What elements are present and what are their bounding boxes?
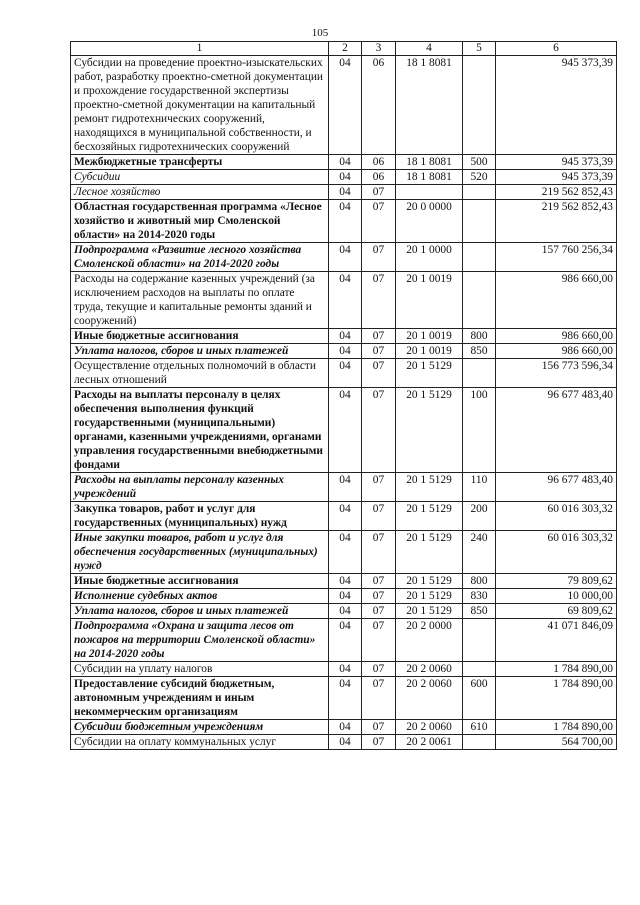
table-row (71, 589, 617, 604)
row-section-code: 04 (329, 200, 362, 243)
row-target-article: 20 1 5129 (396, 388, 463, 473)
row-amount: 60 016 303,32 (496, 531, 617, 574)
row-target-article: 18 1 8081 (396, 170, 463, 185)
row-expense-type: 800 (463, 329, 496, 344)
row-expense-type: 200 (463, 502, 496, 531)
row-amount: 945 373,39 (496, 170, 617, 185)
row-section-code: 04 (329, 473, 362, 502)
row-name: Расходы на выплаты персоналу казенных учреждений (71, 473, 329, 502)
row-expense-type: 610 (463, 720, 496, 735)
column-header-2: 2 (329, 42, 362, 56)
row-section-code: 04 (329, 272, 362, 329)
row-expense-type: 850 (463, 604, 496, 619)
row-section-code: 04 (329, 359, 362, 388)
row-name: Иные бюджетные ассигнования (71, 329, 329, 344)
row-subsection-code: 07 (362, 185, 396, 200)
row-name: Осуществление отдельных полномочий в области лесных отношений (71, 359, 329, 388)
row-subsection-code: 07 (362, 243, 396, 272)
row-target-article: 20 1 5129 (396, 589, 463, 604)
row-subsection-code: 07 (362, 677, 396, 720)
row-target-article: 20 1 5129 (396, 574, 463, 589)
row-amount: 156 773 596,34 (496, 359, 617, 388)
row-target-article: 20 2 0000 (396, 619, 463, 662)
row-amount: 986 660,00 (496, 344, 617, 359)
row-amount: 564 700,00 (496, 735, 617, 750)
row-target-article: 20 1 5129 (396, 604, 463, 619)
row-expense-type: 850 (463, 344, 496, 359)
row-target-article: 20 1 5129 (396, 473, 463, 502)
row-name: Расходы на выплаты персоналу в целях обеспечения выполнения функций государственными (муниципальными) органами, казенными учреждениями, органами управления государственными внебюджетными фондами (71, 388, 329, 473)
row-target-article: 20 2 0061 (396, 735, 463, 750)
row-name: Расходы на содержание казенных учреждений (за исключением расходов на выплаты по оплате труда, текущие и капитальные ремонты зданий и сооружений) (71, 272, 329, 329)
row-name: Подпрограмма «Охрана и защита лесов от пожаров на территории Смоленской области» на 2014-2020 годы (71, 619, 329, 662)
row-amount: 69 809,62 (496, 604, 617, 619)
row-section-code: 04 (329, 589, 362, 604)
table-row (71, 155, 617, 170)
row-expense-type (463, 359, 496, 388)
page-number: 105 (311, 27, 329, 39)
row-target-article: 20 1 0019 (396, 344, 463, 359)
row-expense-type: 110 (463, 473, 496, 502)
row-subsection-code: 07 (362, 589, 396, 604)
row-name: Иные бюджетные ассигнования (71, 574, 329, 589)
row-name: Лесное хозяйство (71, 185, 329, 200)
column-header-6: 6 (496, 42, 617, 56)
row-expense-type (463, 272, 496, 329)
row-target-article: 20 1 5129 (396, 359, 463, 388)
row-name: Субсидии на оплату коммунальных услуг (71, 735, 329, 750)
row-name: Предоставление субсидий бюджетным, автономным учреждениям и иным некоммерческим организациям (71, 677, 329, 720)
row-name: Исполнение судебных актов (71, 589, 329, 604)
row-subsection-code: 07 (362, 574, 396, 589)
row-subsection-code: 07 (362, 531, 396, 574)
row-subsection-code: 07 (362, 344, 396, 359)
table-row (71, 388, 617, 473)
row-section-code: 04 (329, 388, 362, 473)
row-amount: 219 562 852,43 (496, 200, 617, 243)
row-expense-type: 240 (463, 531, 496, 574)
row-amount: 157 760 256,34 (496, 243, 617, 272)
column-header-3: 3 (362, 42, 396, 56)
row-amount: 41 071 846,09 (496, 619, 617, 662)
row-amount: 60 016 303,32 (496, 502, 617, 531)
row-target-article: 20 1 0000 (396, 243, 463, 272)
table-row (71, 200, 617, 243)
row-section-code: 04 (329, 604, 362, 619)
row-expense-type (463, 619, 496, 662)
table-row (71, 735, 617, 750)
column-header-4: 4 (396, 42, 463, 56)
row-section-code: 04 (329, 531, 362, 574)
row-section-code: 04 (329, 735, 362, 750)
table-row (71, 56, 617, 155)
row-section-code: 04 (329, 170, 362, 185)
row-section-code: 04 (329, 56, 362, 155)
table-row (71, 243, 617, 272)
row-subsection-code: 07 (362, 619, 396, 662)
row-name: Иные закупки товаров, работ и услуг для обеспечения государственных (муниципальных) нужд (71, 531, 329, 574)
row-amount: 10 000,00 (496, 589, 617, 604)
row-subsection-code: 07 (362, 473, 396, 502)
row-section-code: 04 (329, 243, 362, 272)
row-subsection-code: 06 (362, 155, 396, 170)
row-name: Областная государственная программа «Лесное хозяйство и животный мир Смоленской области» на 2014-2020 годы (71, 200, 329, 243)
row-subsection-code: 07 (362, 388, 396, 473)
table-row (71, 185, 617, 200)
row-expense-type: 600 (463, 677, 496, 720)
row-amount: 1 784 890,00 (496, 677, 617, 720)
row-subsection-code: 07 (362, 735, 396, 750)
row-name: Субсидии на проведение проектно-изыскательских работ, разработку проектно-сметной документации и прохождение государственной экспертизы проектно-сметной документации на капитальный ремонт гидротехнических сооружений, находящихся в муниципальной собственности, и бесхозяйных гидротехнических сооружений (71, 56, 329, 155)
table-row (71, 502, 617, 531)
row-target-article: 20 0 0000 (396, 200, 463, 243)
table-row (71, 574, 617, 589)
row-subsection-code: 07 (362, 662, 396, 677)
row-expense-type: 800 (463, 574, 496, 589)
row-amount: 986 660,00 (496, 272, 617, 329)
row-target-article: 18 1 8081 (396, 56, 463, 155)
row-amount: 945 373,39 (496, 155, 617, 170)
row-target-article: 20 2 0060 (396, 662, 463, 677)
row-target-article: 20 1 0019 (396, 329, 463, 344)
row-section-code: 04 (329, 574, 362, 589)
row-expense-type: 100 (463, 388, 496, 473)
row-section-code: 04 (329, 619, 362, 662)
row-name: Уплата налогов, сборов и иных платежей (71, 604, 329, 619)
table-row (71, 677, 617, 720)
header-row (71, 42, 617, 56)
row-subsection-code: 07 (362, 604, 396, 619)
table-row (71, 720, 617, 735)
row-expense-type: 520 (463, 170, 496, 185)
row-name: Закупка товаров, работ и услуг для государственных (муниципальных) нужд (71, 502, 329, 531)
row-section-code: 04 (329, 344, 362, 359)
row-amount: 1 784 890,00 (496, 720, 617, 735)
table-row (71, 531, 617, 574)
row-expense-type (463, 243, 496, 272)
row-subsection-code: 07 (362, 720, 396, 735)
row-expense-type (463, 735, 496, 750)
row-name: Субсидии на уплату налогов (71, 662, 329, 677)
row-name: Межбюджетные трансферты (71, 155, 329, 170)
row-subsection-code: 07 (362, 200, 396, 243)
row-amount: 96 677 483,40 (496, 473, 617, 502)
row-subsection-code: 07 (362, 329, 396, 344)
row-amount: 1 784 890,00 (496, 662, 617, 677)
row-target-article: 20 2 0060 (396, 677, 463, 720)
row-expense-type: 830 (463, 589, 496, 604)
row-expense-type: 500 (463, 155, 496, 170)
row-section-code: 04 (329, 329, 362, 344)
row-target-article: 20 1 5129 (396, 531, 463, 574)
row-amount: 79 809,62 (496, 574, 617, 589)
row-expense-type (463, 185, 496, 200)
row-name: Субсидии (71, 170, 329, 185)
row-name: Субсидии бюджетным учреждениям (71, 720, 329, 735)
row-target-article: 20 1 5129 (396, 502, 463, 531)
row-amount: 219 562 852,43 (496, 185, 617, 200)
table-row (71, 359, 617, 388)
row-target-article (396, 185, 463, 200)
row-section-code: 04 (329, 720, 362, 735)
table-row (71, 662, 617, 677)
table-row (71, 329, 617, 344)
row-target-article: 20 1 0019 (396, 272, 463, 329)
row-subsection-code: 06 (362, 56, 396, 155)
table-row (71, 344, 617, 359)
table-row (71, 272, 617, 329)
row-section-code: 04 (329, 662, 362, 677)
table-row (71, 170, 617, 185)
column-header-5: 5 (463, 42, 496, 56)
row-expense-type (463, 200, 496, 243)
row-target-article: 18 1 8081 (396, 155, 463, 170)
row-amount: 986 660,00 (496, 329, 617, 344)
row-target-article: 20 2 0060 (396, 720, 463, 735)
row-name: Уплата налогов, сборов и иных платежей (71, 344, 329, 359)
row-subsection-code: 06 (362, 170, 396, 185)
budget-table (70, 41, 617, 750)
row-amount: 945 373,39 (496, 56, 617, 155)
row-section-code: 04 (329, 185, 362, 200)
table-row (71, 473, 617, 502)
row-subsection-code: 07 (362, 272, 396, 329)
row-subsection-code: 07 (362, 359, 396, 388)
row-expense-type (463, 56, 496, 155)
row-section-code: 04 (329, 502, 362, 531)
row-section-code: 04 (329, 677, 362, 720)
row-subsection-code: 07 (362, 502, 396, 531)
table-row (71, 619, 617, 662)
row-amount: 96 677 483,40 (496, 388, 617, 473)
row-section-code: 04 (329, 155, 362, 170)
row-name: Подпрограмма «Развитие лесного хозяйства Смоленской области» на 2014-2020 годы (71, 243, 329, 272)
table-row (71, 604, 617, 619)
column-header-1: 1 (71, 42, 329, 56)
row-expense-type (463, 662, 496, 677)
